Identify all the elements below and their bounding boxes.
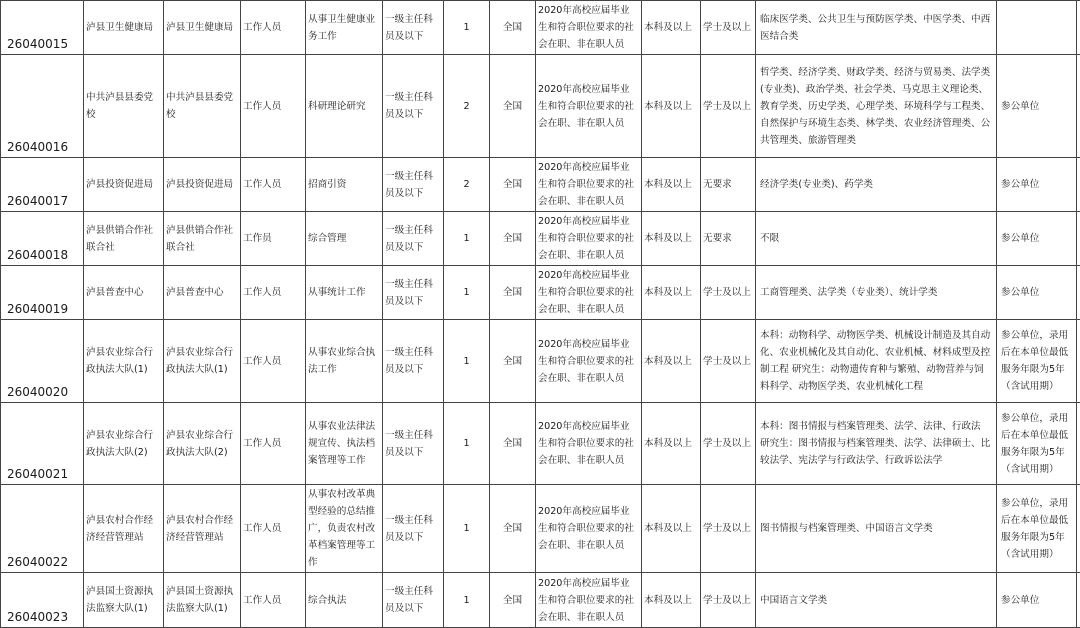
position-code: 26040015 [1,1,84,55]
hire-count: 1 [444,320,490,403]
unit-name: 泸县农业综合行政执法大队(1) [84,320,164,403]
position-code: 26040020 [1,320,84,403]
education-requirement: 本科及以上 [642,1,701,55]
degree-requirement: 学士及以上 [701,573,756,628]
department-name: 泸县供销合作社联合社 [164,212,241,266]
hire-count: 1 [444,403,490,485]
major-requirement: 不限 [756,212,997,266]
education-requirement: 本科及以上 [642,320,701,403]
degree-requirement: 学士及以上 [701,320,756,403]
recruit-scope: 全国 [490,573,536,628]
degree-requirement: 学士及以上 [701,55,756,158]
recruit-scope: 全国 [490,55,536,158]
department-name: 泸县卫生健康局 [164,1,241,55]
major-requirement: 工商管理类、法学类（专业类）、统计学类 [756,266,997,320]
position-code: 26040022 [1,485,84,573]
position-category: 工作人员 [241,573,306,628]
recruit-scope: 全国 [490,320,536,403]
empty-cell [1077,320,1080,403]
recruit-scope: 全国 [490,403,536,485]
position-code: 26040023 [1,573,84,628]
position-level: 一级主任科员及以下 [383,158,444,212]
table-row [1,266,1080,320]
position-category: 工作人员 [241,320,306,403]
recruit-target: 2020年高校应届毕业生和符合职位要求的社会在职、非在职人员 [536,266,642,320]
recruit-scope: 全国 [490,1,536,55]
major-requirement: 本科：动物科学、动物医学类、机械设计制造及其自动化、农业机械化及其自动化、农业机械、材料成型及控制工程 研究生：动物遗传育种与繁殖、动物营养与饲料科学、动物医学类、农业机械化工程 [756,320,997,403]
remarks: 参公单位，录用后在本单位最低服务年限为5年（含试用期） [997,320,1077,403]
remarks: 参公单位 [997,55,1077,158]
recruit-target: 2020年高校应届毕业生和符合职位要求的社会在职、非在职人员 [536,573,642,628]
recruit-target: 2020年高校应届毕业生和符合职位要求的社会在职、非在职人员 [536,485,642,573]
table-row [1,158,1080,212]
position-level: 一级主任科员及以下 [383,485,444,573]
remarks: 参公单位 [997,212,1077,266]
hire-count: 1 [444,573,490,628]
major-requirement: 临床医学类、公共卫生与预防医学类、中医学类、中西医结合类 [756,1,997,55]
hire-count: 1 [444,485,490,573]
remarks: 参公单位，录用后在本单位最低服务年限为5年（含试用期） [997,485,1077,573]
degree-requirement: 学士及以上 [701,485,756,573]
position-level: 一级主任科员及以下 [383,212,444,266]
unit-name: 泸县卫生健康局 [84,1,164,55]
empty-cell [1077,403,1080,485]
table-body [1,1,1080,628]
empty-cell [1077,573,1080,628]
recruit-target: 2020年高校应届毕业生和符合职位要求的社会在职、非在职人员 [536,55,642,158]
unit-name: 泸县供销合作社联合社 [84,212,164,266]
position-category: 工作人员 [241,485,306,573]
hire-count: 2 [444,55,490,158]
position-level: 一级主任科员及以下 [383,403,444,485]
empty-cell [1077,55,1080,158]
table-row [1,485,1080,573]
position-code: 26040017 [1,158,84,212]
position-level: 一级主任科员及以下 [383,573,444,628]
unit-name: 泸县农村合作经济经营管理站 [84,485,164,573]
department-name: 泸县国土资源执法监察大队(1) [164,573,241,628]
hire-count: 1 [444,212,490,266]
position-duty: 招商引资 [306,158,383,212]
table-row [1,573,1080,628]
department-name: 中共泸县县委党校 [164,55,241,158]
position-duty: 从事农业法律法规宣传、执法档案管理等工作 [306,403,383,485]
hire-count: 1 [444,1,490,55]
empty-cell [1077,485,1080,573]
empty-cell [1077,266,1080,320]
unit-name: 泸县投资促进局 [84,158,164,212]
position-duty: 从事农村改革典型经验的总结推广，负责农村改革档案管理等工作 [306,485,383,573]
table-row [1,212,1080,266]
position-category: 工作人员 [241,158,306,212]
degree-requirement: 学士及以上 [701,266,756,320]
position-code: 26040021 [1,403,84,485]
table-row [1,320,1080,403]
position-duty: 科研理论研究 [306,55,383,158]
position-category: 工作人员 [241,1,306,55]
remarks: 参公单位 [997,573,1077,628]
empty-cell [1077,212,1080,266]
position-duty: 综合执法 [306,573,383,628]
position-duty: 综合管理 [306,212,383,266]
major-requirement: 本科：图书情报与档案管理类、法学、法律、行政法 研究生：图书情报与档案管理类、法学、法律硕士、比较法学、宪法学与行政法学、行政诉讼法学 [756,403,997,485]
table-row [1,1,1080,55]
recruit-target: 2020年高校应届毕业生和符合职位要求的社会在职、非在职人员 [536,1,642,55]
position-level: 一级主任科员及以下 [383,320,444,403]
education-requirement: 本科及以上 [642,485,701,573]
recruit-scope: 全国 [490,266,536,320]
degree-requirement: 学士及以上 [701,1,756,55]
major-requirement: 图书情报与档案管理类、中国语言文学类 [756,485,997,573]
position-level: 一级主任科员及以下 [383,1,444,55]
major-requirement: 中国语言文学类 [756,573,997,628]
position-category: 工作人员 [241,266,306,320]
hire-count: 1 [444,266,490,320]
empty-cell [1077,1,1080,55]
recruit-target: 2020年高校应届毕业生和符合职位要求的社会在职、非在职人员 [536,158,642,212]
unit-name: 泸县农业综合行政执法大队(2) [84,403,164,485]
major-requirement: 经济学类(专业类)、药学类 [756,158,997,212]
recruit-target: 2020年高校应届毕业生和符合职位要求的社会在职、非在职人员 [536,212,642,266]
position-duty: 从事农业综合执法工作 [306,320,383,403]
table-row [1,55,1080,158]
position-code: 26040016 [1,55,84,158]
education-requirement: 本科及以上 [642,573,701,628]
position-code: 26040018 [1,212,84,266]
recruit-target: 2020年高校应届毕业生和符合职位要求的社会在职、非在职人员 [536,320,642,403]
table-row [1,403,1080,485]
position-level: 一级主任科员及以下 [383,266,444,320]
unit-name: 泸县普查中心 [84,266,164,320]
education-requirement: 本科及以上 [642,266,701,320]
recruit-target: 2020年高校应届毕业生和符合职位要求的社会在职、非在职人员 [536,403,642,485]
remarks: 参公单位 [997,158,1077,212]
department-name: 泸县农村合作经济经营管理站 [164,485,241,573]
major-requirement: 哲学类、经济学类、财政学类、经济与贸易类、法学类(专业类)、政治学类、社会学类、马克思主义理论类、教育学类、历史学类、心理学类、环境科学与工程类、自然保护与环境生态类、林学类、农业经济管理类、公共管理类、旅游管理类 [756,55,997,158]
remarks: 参公单位，录用后在本单位最低服务年限为5年（含试用期） [997,403,1077,485]
position-category: 工作人员 [241,403,306,485]
recruit-scope: 全国 [490,212,536,266]
position-category: 工作人员 [241,55,306,158]
education-requirement: 本科及以上 [642,212,701,266]
recruit-scope: 全国 [490,158,536,212]
position-level: 一级主任科员及以下 [383,55,444,158]
recruit-scope: 全国 [490,485,536,573]
hire-count: 2 [444,158,490,212]
position-duty: 从事统计工作 [306,266,383,320]
department-name: 泸县普查中心 [164,266,241,320]
department-name: 泸县农业综合行政执法大队(1) [164,320,241,403]
education-requirement: 本科及以上 [642,158,701,212]
unit-name: 泸县国土资源执法监察大队(1) [84,573,164,628]
degree-requirement: 无要求 [701,212,756,266]
position-category: 工作员 [241,212,306,266]
degree-requirement: 无要求 [701,158,756,212]
remarks [997,1,1077,55]
position-code: 26040019 [1,266,84,320]
education-requirement: 本科及以上 [642,55,701,158]
degree-requirement: 学士及以上 [701,403,756,485]
empty-cell [1077,158,1080,212]
remarks: 参公单位 [997,266,1077,320]
position-duty: 从事卫生健康业务工作 [306,1,383,55]
department-name: 泸县农业综合行政执法大队(2) [164,403,241,485]
education-requirement: 本科及以上 [642,403,701,485]
unit-name: 中共泸县县委党校 [84,55,164,158]
department-name: 泸县投资促进局 [164,158,241,212]
